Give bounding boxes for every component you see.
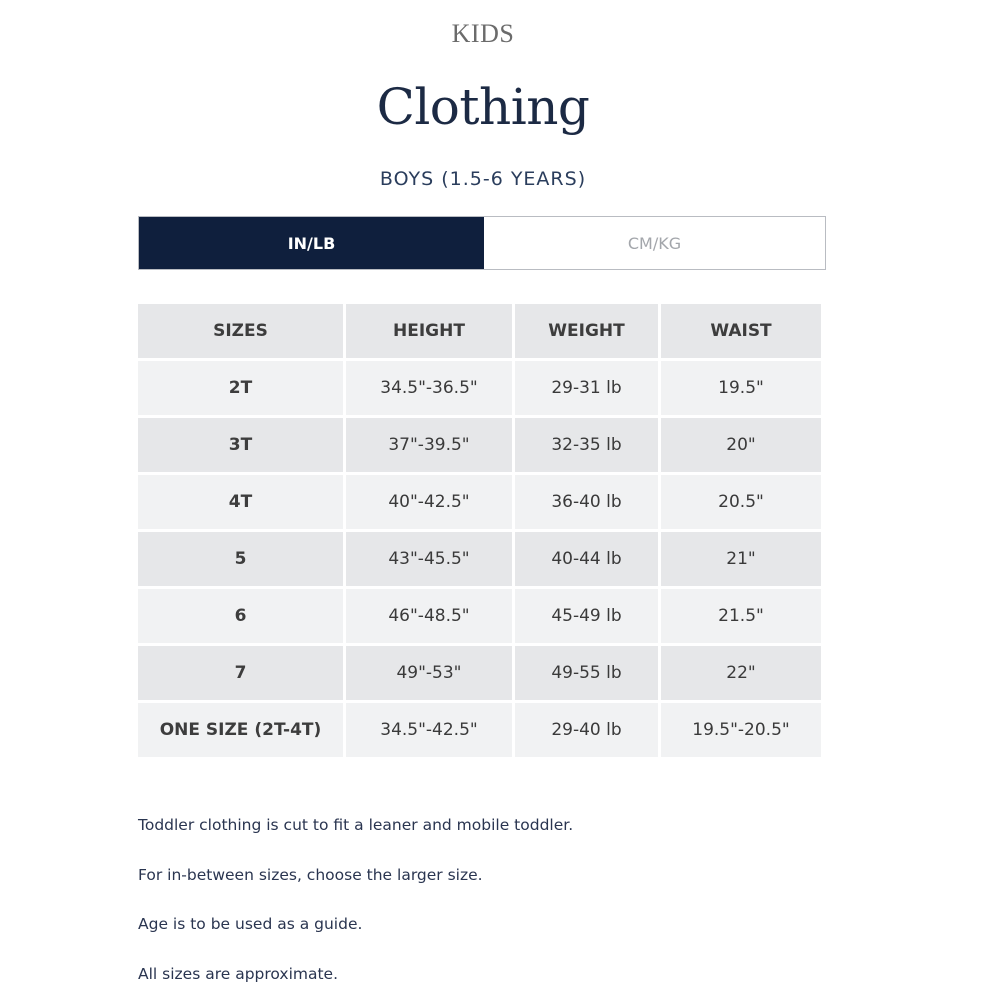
table-row: [138, 361, 821, 415]
size-chart-table: [135, 301, 824, 760]
page-subtitle: BOYS (1.5-6 YEARS): [379, 168, 587, 190]
height-cell: 40"-42.5": [346, 475, 512, 529]
waist-cell: 21.5": [661, 589, 821, 643]
weight-cell: 45-49 lb: [515, 589, 658, 643]
note-text: Age is to be used as a guide.: [138, 915, 363, 933]
size-notes: [138, 815, 573, 1000]
table-row: [138, 475, 821, 529]
size-cell: 7: [138, 646, 343, 700]
category-label: KIDS: [451, 19, 515, 48]
weight-cell: 49-55 lb: [515, 646, 658, 700]
weight-cell: 29-40 lb: [515, 703, 658, 757]
size-cell: 4T: [138, 475, 343, 529]
table-row: [138, 532, 821, 586]
weight-cell: 36-40 lb: [515, 475, 658, 529]
size-cell: 2T: [138, 361, 343, 415]
note-text: All sizes are approximate.: [138, 964, 339, 983]
size-cell: ONE SIZE (2T-4T): [138, 703, 343, 757]
waist-cell: 20": [661, 418, 821, 472]
waist-cell: 20.5": [661, 475, 821, 529]
size-cell: 5: [138, 532, 343, 586]
waist-cell: 19.5"-20.5": [661, 703, 821, 757]
column-header-weight: WEIGHT: [515, 304, 658, 358]
height-cell: 34.5"-42.5": [346, 703, 512, 757]
height-cell: 37"-39.5": [346, 418, 512, 472]
unit-toggle: [138, 216, 826, 270]
height-cell: 49"-53": [346, 646, 512, 700]
unit-toggle-in-lb[interactable]: IN/LB: [139, 217, 484, 269]
weight-cell: 32-35 lb: [515, 418, 658, 472]
table-row: [138, 589, 821, 643]
table-row: [138, 646, 821, 700]
height-cell: 46"-48.5": [346, 589, 512, 643]
height-cell: 34.5"-36.5": [346, 361, 512, 415]
size-cell: 3T: [138, 418, 343, 472]
weight-cell: 40-44 lb: [515, 532, 658, 586]
waist-cell: 21": [661, 532, 821, 586]
column-header-height: HEIGHT: [346, 304, 512, 358]
column-header-sizes: SIZES: [138, 304, 343, 358]
waist-cell: 22": [661, 646, 821, 700]
unit-toggle-cm-kg[interactable]: CM/KG: [484, 217, 825, 269]
page-title: Clothing: [376, 78, 590, 136]
size-cell: 6: [138, 589, 343, 643]
table-row: [138, 703, 821, 757]
column-header-waist: WAIST: [661, 304, 821, 358]
note-text: For in-between sizes, choose the larger size.: [138, 865, 483, 884]
height-cell: 43"-45.5": [346, 532, 512, 586]
weight-cell: 29-31 lb: [515, 361, 658, 415]
table-row: [138, 418, 821, 472]
table-header-row: [138, 304, 821, 358]
waist-cell: 19.5": [661, 361, 821, 415]
note-text: Toddler clothing is cut to fit a leaner and mobile toddler.: [138, 816, 574, 834]
